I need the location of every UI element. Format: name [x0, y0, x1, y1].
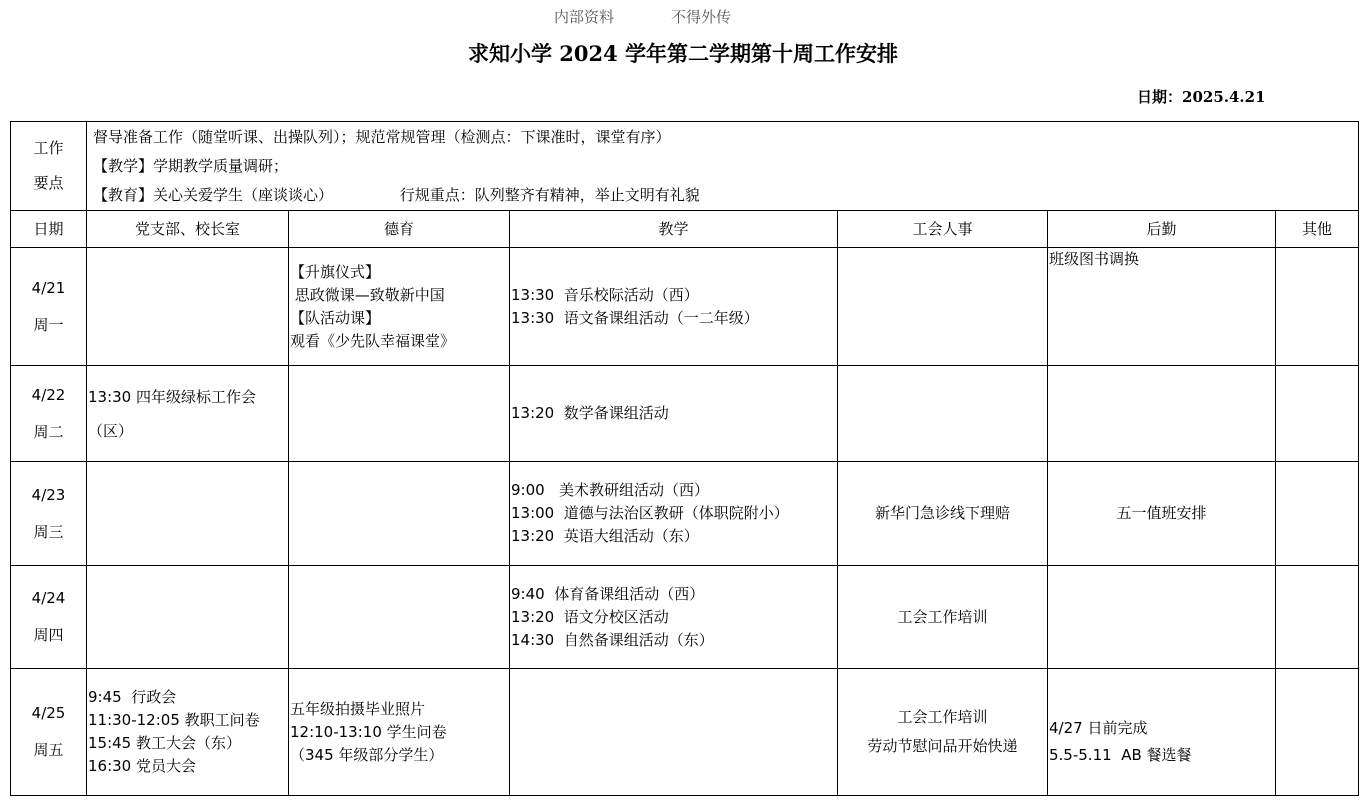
union-cell: [838, 462, 1048, 566]
teaching-cell: [510, 248, 838, 366]
col-header-other: 其他: [1276, 211, 1359, 248]
logistics-cell: [1048, 248, 1276, 366]
key-points-content: [87, 122, 1359, 211]
teaching-cell: [510, 462, 838, 566]
teaching-line: 14:30 自然备课组活动（东）: [511, 630, 714, 649]
date-cell: [11, 462, 87, 566]
union-cell: [838, 566, 1048, 669]
union-cell: [838, 248, 1048, 366]
other-cell: [1276, 462, 1359, 566]
key-points-label: [11, 122, 87, 211]
row-weekday: 周五: [33, 741, 64, 759]
row-weekday: 周三: [33, 522, 64, 541]
party-cell: [87, 566, 289, 669]
moral-cell: [289, 669, 510, 796]
col-header-logistics: 后勤: [1048, 211, 1276, 248]
key-points-label-line2: 要点: [33, 174, 64, 192]
union-line: 新华门急诊线下理赔: [874, 504, 1010, 522]
party-line: 15:45 教工大会（东）: [88, 734, 241, 752]
moral-cell: [289, 566, 510, 669]
header-row: [11, 211, 1359, 248]
col-header-moral: 德育: [289, 211, 510, 248]
col-header-party: 党支部、校长室: [87, 211, 289, 248]
other-cell: [1276, 248, 1359, 366]
table-row: [11, 366, 1359, 462]
key-point-line: 【教学】学期教学质量调研；: [93, 156, 289, 175]
party-line: （区）: [88, 421, 134, 440]
key-points-label-line1: 工作: [33, 139, 64, 157]
date-label: 日期：: [1137, 88, 1183, 106]
page-title: 求知小学 2024 学年第二学期第十周工作安排: [467, 41, 899, 66]
party-cell: [87, 462, 289, 566]
date-cell: [11, 366, 87, 462]
moral-line: 【升旗仪式】: [290, 262, 381, 281]
key-point-line: 【教育】关心关爱学生（座谈谈心） 行规重点：队列整齐有精神，举止文明有礼貌: [93, 185, 700, 204]
party-line: 16:30 党员大会: [88, 757, 196, 775]
party-cell: [87, 669, 289, 796]
row-date: 4/24: [31, 589, 66, 607]
teaching-cell: [510, 669, 838, 796]
moral-cell: [289, 366, 510, 462]
table-row: [11, 248, 1359, 366]
moral-line: 五年级拍摄毕业照片: [290, 699, 426, 718]
date-cell: [11, 248, 87, 366]
logistics-cell: [1048, 669, 1276, 796]
moral-line: 思政微课—致敬新中国: [290, 285, 445, 304]
other-cell: [1276, 669, 1359, 796]
union-line: 工会工作培训: [897, 607, 988, 626]
union-line: 劳动节慰问品开始快递: [867, 737, 1018, 755]
date-line: [1137, 86, 1266, 107]
party-line: 9:45 行政会: [88, 688, 177, 706]
row-weekday: 周四: [33, 626, 64, 644]
logistics-line: 五一值班安排: [1116, 504, 1207, 522]
logistics-line: 班级图书调换: [1049, 250, 1140, 268]
key-points-row: [11, 122, 1359, 211]
teaching-cell: [510, 566, 838, 669]
date-cell: [11, 669, 87, 796]
table-row: [11, 669, 1359, 796]
table-row: [11, 566, 1359, 669]
internal-note: 内部资料: [554, 8, 615, 26]
teaching-cell: [510, 366, 838, 462]
teaching-line: 9:40 体育备课组活动（西）: [511, 584, 705, 603]
teaching-line: 13:30 音乐校际活动（西）: [511, 285, 699, 304]
teaching-line: 13:20 语文分校区活动: [511, 607, 669, 626]
row-date: 4/23: [31, 485, 66, 504]
party-line: 11:30-12:05 教职工问卷: [88, 711, 260, 729]
row-weekday: 周一: [33, 315, 64, 334]
logistics-cell: [1048, 366, 1276, 462]
row-weekday: 周二: [33, 422, 64, 441]
teaching-line: 13:00 道德与法治区教研（体职院附小）: [511, 504, 789, 522]
date-cell: [11, 566, 87, 669]
teaching-line: 13:20 英语大组活动（东）: [511, 527, 699, 545]
logistics-line: 5.5-5.11 AB 餐选餐: [1049, 746, 1192, 764]
moral-cell: [289, 248, 510, 366]
teaching-line: 13:20 数学备课组活动: [511, 404, 669, 422]
logistics-line: 4/27 日前完成: [1049, 719, 1148, 737]
teaching-line: 9:00 美术教研组活动（西）: [511, 481, 709, 499]
other-cell: [1276, 366, 1359, 462]
table-row: [11, 462, 1359, 566]
schedule-table: [10, 121, 1359, 796]
union-cell: [838, 669, 1048, 796]
logistics-cell: [1048, 462, 1276, 566]
union-line: 工会工作培训: [897, 708, 988, 726]
no-distribute-note: 不得外传: [671, 8, 732, 26]
logistics-cell: [1048, 566, 1276, 669]
row-date: 4/21: [31, 278, 66, 297]
moral-cell: [289, 462, 510, 566]
date-value: 2025.4.21: [1182, 88, 1266, 106]
moral-line: 【队活动课】: [290, 308, 381, 327]
other-cell: [1276, 566, 1359, 669]
teaching-line: 13:30 语文备课组活动（一二年级）: [511, 308, 759, 327]
moral-line: 12:10-13:10 学生问卷: [290, 722, 447, 741]
party-cell: [87, 366, 289, 462]
row-date: 4/25: [31, 704, 66, 722]
key-point-line: 督导准备工作（随堂听课、出操队列）；规范常规管理（检测点：下课准时，课堂有序）: [93, 127, 671, 146]
moral-line: （345 年级部分学生）: [290, 745, 444, 764]
row-date: 4/22: [31, 385, 66, 404]
col-header-teaching: 教学: [510, 211, 838, 248]
col-header-date: 日期: [11, 211, 87, 248]
party-cell: [87, 248, 289, 366]
moral-line: 观看《少先队幸福课堂》: [290, 331, 456, 350]
party-line: 13:30 四年级绿标工作会: [88, 387, 256, 406]
col-header-union: 工会人事: [838, 211, 1048, 248]
union-cell: [838, 366, 1048, 462]
